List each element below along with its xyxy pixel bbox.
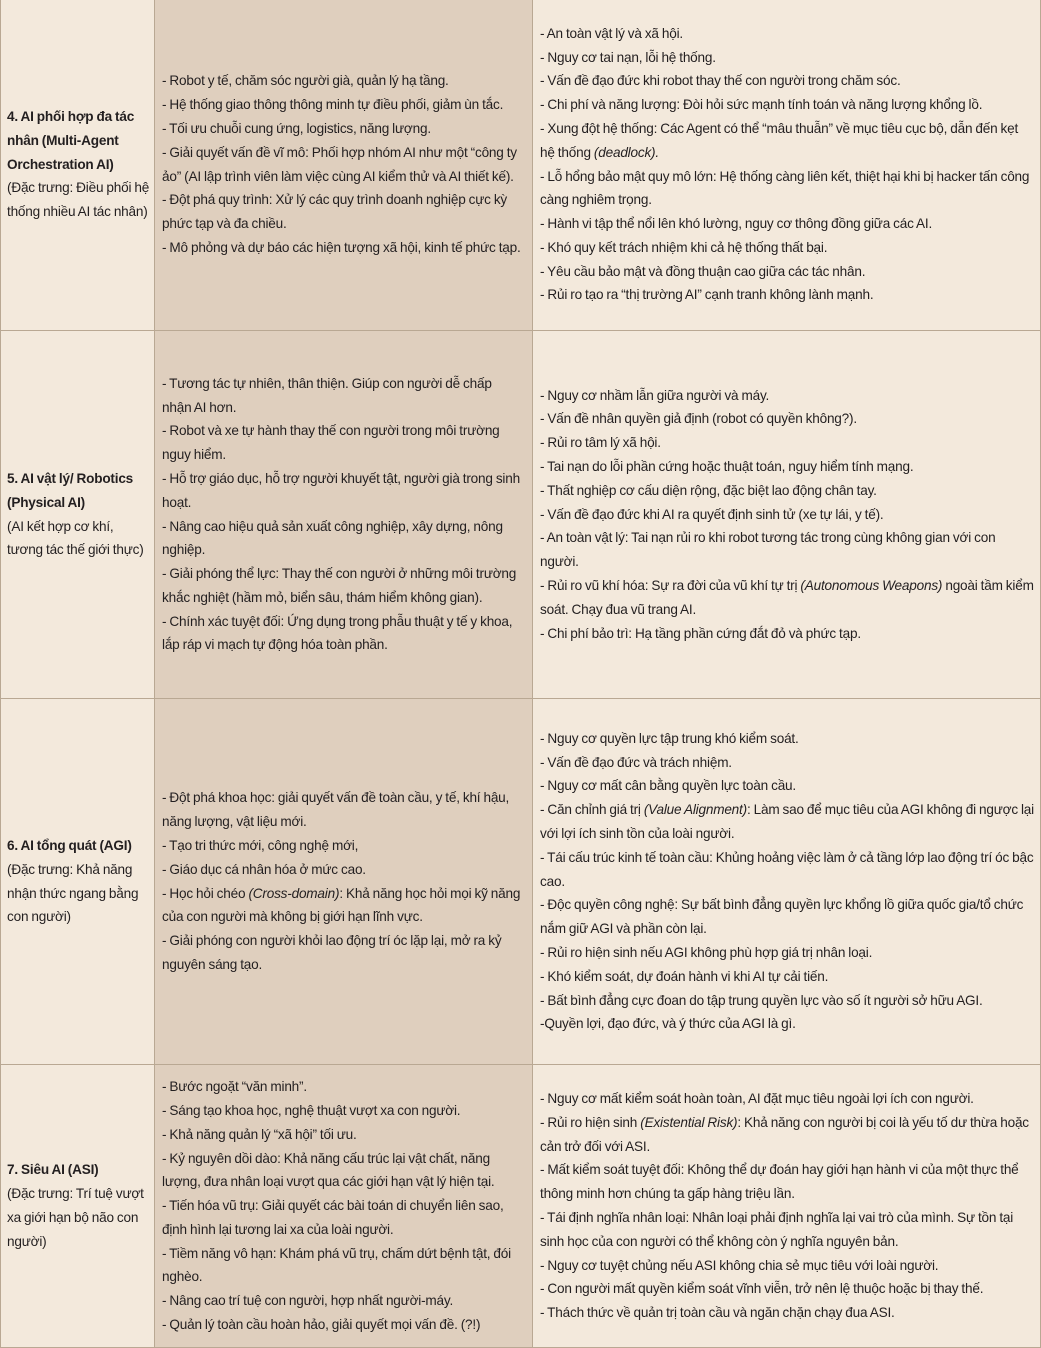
risk-item: - Vấn đề đạo đức khi robot thay thế con người trong chăm sóc. bbox=[540, 73, 901, 89]
risk-italic-term: (Existential Risk) bbox=[640, 1114, 738, 1130]
level-cell bbox=[1, 331, 155, 699]
risk-item: - Tai nạn do lỗi phần cứng hoặc thuật toán, nguy hiểm tính mạng. bbox=[540, 459, 914, 474]
risk-item: - Rủi ro hiện sinh nếu AGI không phù hợp giá trị nhân loại. bbox=[540, 944, 873, 960]
risk-item: -Quyền lợi, đạo đức, và ý thức của AGI là gì. bbox=[540, 1016, 796, 1032]
table-row bbox=[1, 0, 1041, 331]
risk-item: - Nguy cơ mất cân bằng quyền lực toàn cầu. bbox=[540, 778, 796, 794]
level-feature: (AI kết hợp cơ khí, tương tác thế giới thực) bbox=[7, 518, 144, 558]
risk-item: - Nguy cơ nhầm lẫn giữa người và máy. bbox=[540, 387, 770, 403]
risk-item: - An toàn vật lý và xã hội. bbox=[540, 25, 683, 41]
risk-item: - Thất nghiệp cơ cấu diện rộng, đặc biệt lao động chân tay. bbox=[540, 482, 877, 498]
risk-item: - Bất bình đẳng cực đoan do tập trung quyền lực vào số ít người sở hữu AGI. bbox=[540, 992, 983, 1008]
benefit-item bbox=[162, 882, 524, 930]
benefit-item: - Giải quyết vấn đề vĩ mô: Phối hợp nhóm AI như một “công ty ảo” (AI lập trình viên làm việc cùng AI kiểm thử và AI thiết kế). bbox=[162, 144, 517, 184]
level-feature: (Đặc trưng: Điều phối hệ thống nhiều AI tác nhân) bbox=[7, 180, 150, 220]
risk-item: - Hành vi tập thể nổi lên khó lường, nguy cơ thông đồng giữa các AI. bbox=[540, 216, 933, 232]
risk-item: - Khó kiểm soát, dự đoán hành vi khi AI tự cải tiến. bbox=[540, 968, 829, 984]
risk-text: - Rủi ro vũ khí hóa: Sự ra đời của vũ khí tự trị bbox=[540, 577, 798, 593]
risk-item: - Vấn đề đạo đức và trách nhiệm. bbox=[540, 754, 732, 770]
level-feature: (Đặc trưng: Khả năng nhận thức ngang bằng con người) bbox=[7, 861, 139, 925]
benefit-item: - Tiến hóa vũ trụ: Giải quyết các bài toán di chuyển liên sao, định hình lại tương lai xa của loài người. bbox=[162, 1198, 504, 1237]
risks-cell bbox=[533, 1065, 1041, 1348]
risk-item bbox=[540, 574, 1034, 622]
level-name: 5. AI vật lý/ Robotics (Physical AI) bbox=[7, 470, 134, 510]
risk-item: - Khó quy kết trách nhiệm khi cả hệ thống thất bại. bbox=[540, 239, 828, 255]
risks-cell bbox=[533, 331, 1041, 699]
table-row bbox=[1, 1065, 1041, 1348]
risk-item: - Mất kiểm soát tuyệt đối: Không thể dự đoán hay giới hạn hành vi của một thực thể thông minh hơn chúng ta gấp hàng triệu lần. bbox=[540, 1162, 1019, 1202]
risk-item bbox=[540, 1111, 1034, 1159]
table-row bbox=[1, 699, 1041, 1065]
risk-item: - Lỗ hổng bảo mật quy mô lớn: Hệ thống càng liên kết, thiệt hại khi bị hacker tấn công càng nghiêm trọng. bbox=[540, 168, 1030, 208]
benefit-item: - Giải phóng con người khỏi lao động trí óc lặp lại, mở ra kỷ nguyên sáng tạo. bbox=[162, 933, 502, 972]
benefit-text: : Khả năng học hỏi mọi kỹ năng của con người mà không bị giới hạn lĩnh vực. bbox=[162, 885, 521, 925]
risk-text: - Xung đột hệ thống: Các Agent có thể “mâu thuẫn” về mục tiêu cục bộ, dẫn đến kẹt hệ thống bbox=[540, 120, 1019, 160]
risk-italic-term: (Autonomous Weapons) bbox=[800, 577, 943, 593]
risk-item: - Độc quyền công nghệ: Sự bất bình đẳng quyền lực khổng lồ giữa quốc gia/tổ chức nắm giữ AGI và phần còn lại. bbox=[540, 897, 1024, 937]
risk-item: - Nguy cơ quyền lực tập trung khó kiểm soát. bbox=[540, 730, 799, 746]
benefit-item: - Robot y tế, chăm sóc người già, quản lý hạ tầng. bbox=[162, 73, 449, 89]
benefit-item: - Đột phá quy trình: Xử lý các quy trình doanh nghiệp cực kỳ phức tạp và đa chiều. bbox=[162, 192, 508, 232]
benefit-item: - Sáng tạo khoa học, nghệ thuật vượt xa con người. bbox=[162, 1102, 461, 1118]
risk-item bbox=[540, 798, 1034, 846]
benefit-item: - Robot và xe tự hành thay thế con người trong môi trường nguy hiểm. bbox=[162, 423, 500, 463]
benefit-item: - Đột phá khoa học: giải quyết vấn đề toàn cầu, y tế, khí hậu, năng lượng, vật liệu mới. bbox=[162, 790, 510, 830]
risk-item: - Rủi ro tâm lý xã hội. bbox=[540, 435, 661, 451]
benefit-item: - Mô phỏng và dự báo các hiện tượng xã hội, kinh tế phức tạp. bbox=[162, 239, 521, 255]
level-cell bbox=[1, 699, 155, 1065]
risk-italic-term: (Value Alignment) bbox=[643, 802, 747, 818]
benefit-item: - Tạo tri thức mới, công nghệ mới, bbox=[162, 837, 359, 853]
risk-item: - Nguy cơ mất kiểm soát hoàn toàn, AI đặt mục tiêu ngoài lợi ích con người. bbox=[540, 1091, 974, 1107]
level-cell bbox=[1, 0, 155, 331]
benefit-item: - Hỗ trợ giáo dục, hỗ trợ người khuyết tật, người già trong sinh hoạt. bbox=[162, 470, 520, 510]
risk-item: - Yêu cầu bảo mật và đồng thuận cao giữa các tác nhân. bbox=[540, 263, 866, 279]
benefit-item: - Giải phóng thể lực: Thay thế con người ở những môi trường khắc nghiệt (hầm mỏ, biển sâu, thám hiểm không gian). bbox=[162, 566, 517, 605]
risk-item: - Vấn đề nhân quyền giả định (robot có quyền không?). bbox=[540, 411, 857, 427]
benefits-cell bbox=[155, 331, 533, 699]
risk-item: - Tái cấu trúc kinh tế toàn cầu: Khủng hoảng việc làm ở cả tầng lớp lao động trí óc bậc cao. bbox=[540, 849, 1034, 889]
risk-item: - Thách thức về quản trị toàn cầu và ngăn chặn chạy đua ASI. bbox=[540, 1305, 895, 1321]
benefit-item: - Tương tác tự nhiên, thân thiện. Giúp con người dễ chấp nhận AI hơn. bbox=[162, 375, 492, 415]
benefit-item: - Tiềm năng vô hạn: Khám phá vũ trụ, chấm dứt bệnh tật, đói nghèo. bbox=[162, 1245, 511, 1285]
benefits-cell bbox=[155, 0, 533, 331]
benefit-item: - Quản lý toàn cầu hoàn hảo, giải quyết mọi vấn đề. (?!) bbox=[162, 1317, 481, 1333]
benefit-item: - Giáo dục cá nhân hóa ở mức cao. bbox=[162, 861, 366, 877]
risk-item: - Nguy cơ tuyệt chủng nếu ASI không chia sẻ mục tiêu với loài người. bbox=[540, 1257, 939, 1273]
risk-item: - Nguy cơ tai nạn, lỗi hệ thống. bbox=[540, 49, 716, 65]
risk-italic-term: (deadlock). bbox=[593, 144, 659, 160]
risk-item bbox=[540, 117, 1034, 165]
benefits-cell bbox=[155, 699, 533, 1065]
level-name: 7. Siêu AI (ASI) bbox=[7, 1162, 99, 1178]
table-row bbox=[1, 331, 1041, 699]
risks-cell bbox=[533, 0, 1041, 331]
risk-item: - Vấn đề đạo đức khi AI ra quyết định sinh tử (xe tự lái, y tế). bbox=[540, 506, 884, 522]
risk-item: - Tái định nghĩa nhân loại: Nhân loại phải định nghĩa lại vai trò của mình. Sự tồn tại sinh học của con người có thể không còn ý nghĩa nguyên bản. bbox=[540, 1210, 1014, 1249]
benefit-item: - Hệ thống giao thông thông minh tự điều phối, giảm ùn tắc. bbox=[162, 97, 504, 113]
benefit-item: - Chính xác tuyệt đối: Ứng dụng trong phẫu thuật y tế y khoa, lắp ráp vi mạch tự động hóa toàn phần. bbox=[162, 613, 513, 653]
benefits-cell bbox=[155, 1065, 533, 1348]
level-cell bbox=[1, 1065, 155, 1348]
level-feature: (Đặc trưng: Trí tuệ vượt xa giới hạn bộ não con người) bbox=[7, 1186, 144, 1249]
risk-text: : Khả năng con người bị coi là yếu tố dư thừa hoặc cản trở đối với ASI. bbox=[540, 1114, 1029, 1154]
benefit-item: - Nâng cao hiệu quả sản xuất công nghiệp, xây dựng, nông nghiệp. bbox=[162, 518, 503, 558]
risk-item: - Con người mất quyền kiểm soát vĩnh viễn, trở nên lệ thuộc hoặc bị thay thế. bbox=[540, 1281, 984, 1297]
benefit-item: - Bước ngoặt “văn minh”. bbox=[162, 1079, 307, 1095]
risk-item: - Chi phí và năng lượng: Đòi hỏi sức mạnh tính toán và năng lượng khổng lồ. bbox=[540, 97, 983, 113]
benefit-item: - Kỷ nguyên dồi dào: Khả năng cấu trúc lại vật chất, năng lượng, đưa nhân loại vượt qua các giới hạn vật lý hiện tại. bbox=[162, 1150, 495, 1190]
level-name: 6. AI tổng quát (AGI) bbox=[7, 837, 132, 853]
risks-cell bbox=[533, 699, 1041, 1065]
benefit-item: - Tối ưu chuỗi cung ứng, logistics, năng lượng. bbox=[162, 120, 431, 136]
risk-item: - Rủi ro tạo ra “thị trường AI” cạnh tranh không lành mạnh. bbox=[540, 287, 874, 303]
risk-text: - Căn chỉnh giá trị bbox=[540, 802, 641, 818]
risk-text: - Rủi ro hiện sinh bbox=[540, 1114, 638, 1130]
level-name: 4. AI phối hợp đa tác nhân (Multi-Agent Orchestration AI) bbox=[7, 109, 135, 172]
benefit-italic-term: (Cross-domain) bbox=[248, 885, 340, 901]
risk-item: - Chi phí bảo trì: Hạ tầng phần cứng đắt đỏ và phức tạp. bbox=[540, 625, 861, 641]
benefit-text: - Học hỏi chéo bbox=[162, 885, 246, 901]
risk-text: : Làm sao để mục tiêu của AGI không đi ngược lại với lợi ích sinh tồn của loài người. bbox=[540, 802, 1034, 841]
risk-item: - An toàn vật lý: Tai nạn rủi ro khi robot tương tác trong cùng không gian với con người. bbox=[540, 530, 996, 570]
benefit-item: - Khả năng quản lý “xã hội” tối ưu. bbox=[162, 1126, 357, 1142]
benefit-item: - Nâng cao trí tuệ con người, hợp nhất người-máy. bbox=[162, 1293, 454, 1309]
risk-text: ngoài tầm kiểm soát. Chạy đua vũ trang AI. bbox=[540, 577, 1034, 617]
